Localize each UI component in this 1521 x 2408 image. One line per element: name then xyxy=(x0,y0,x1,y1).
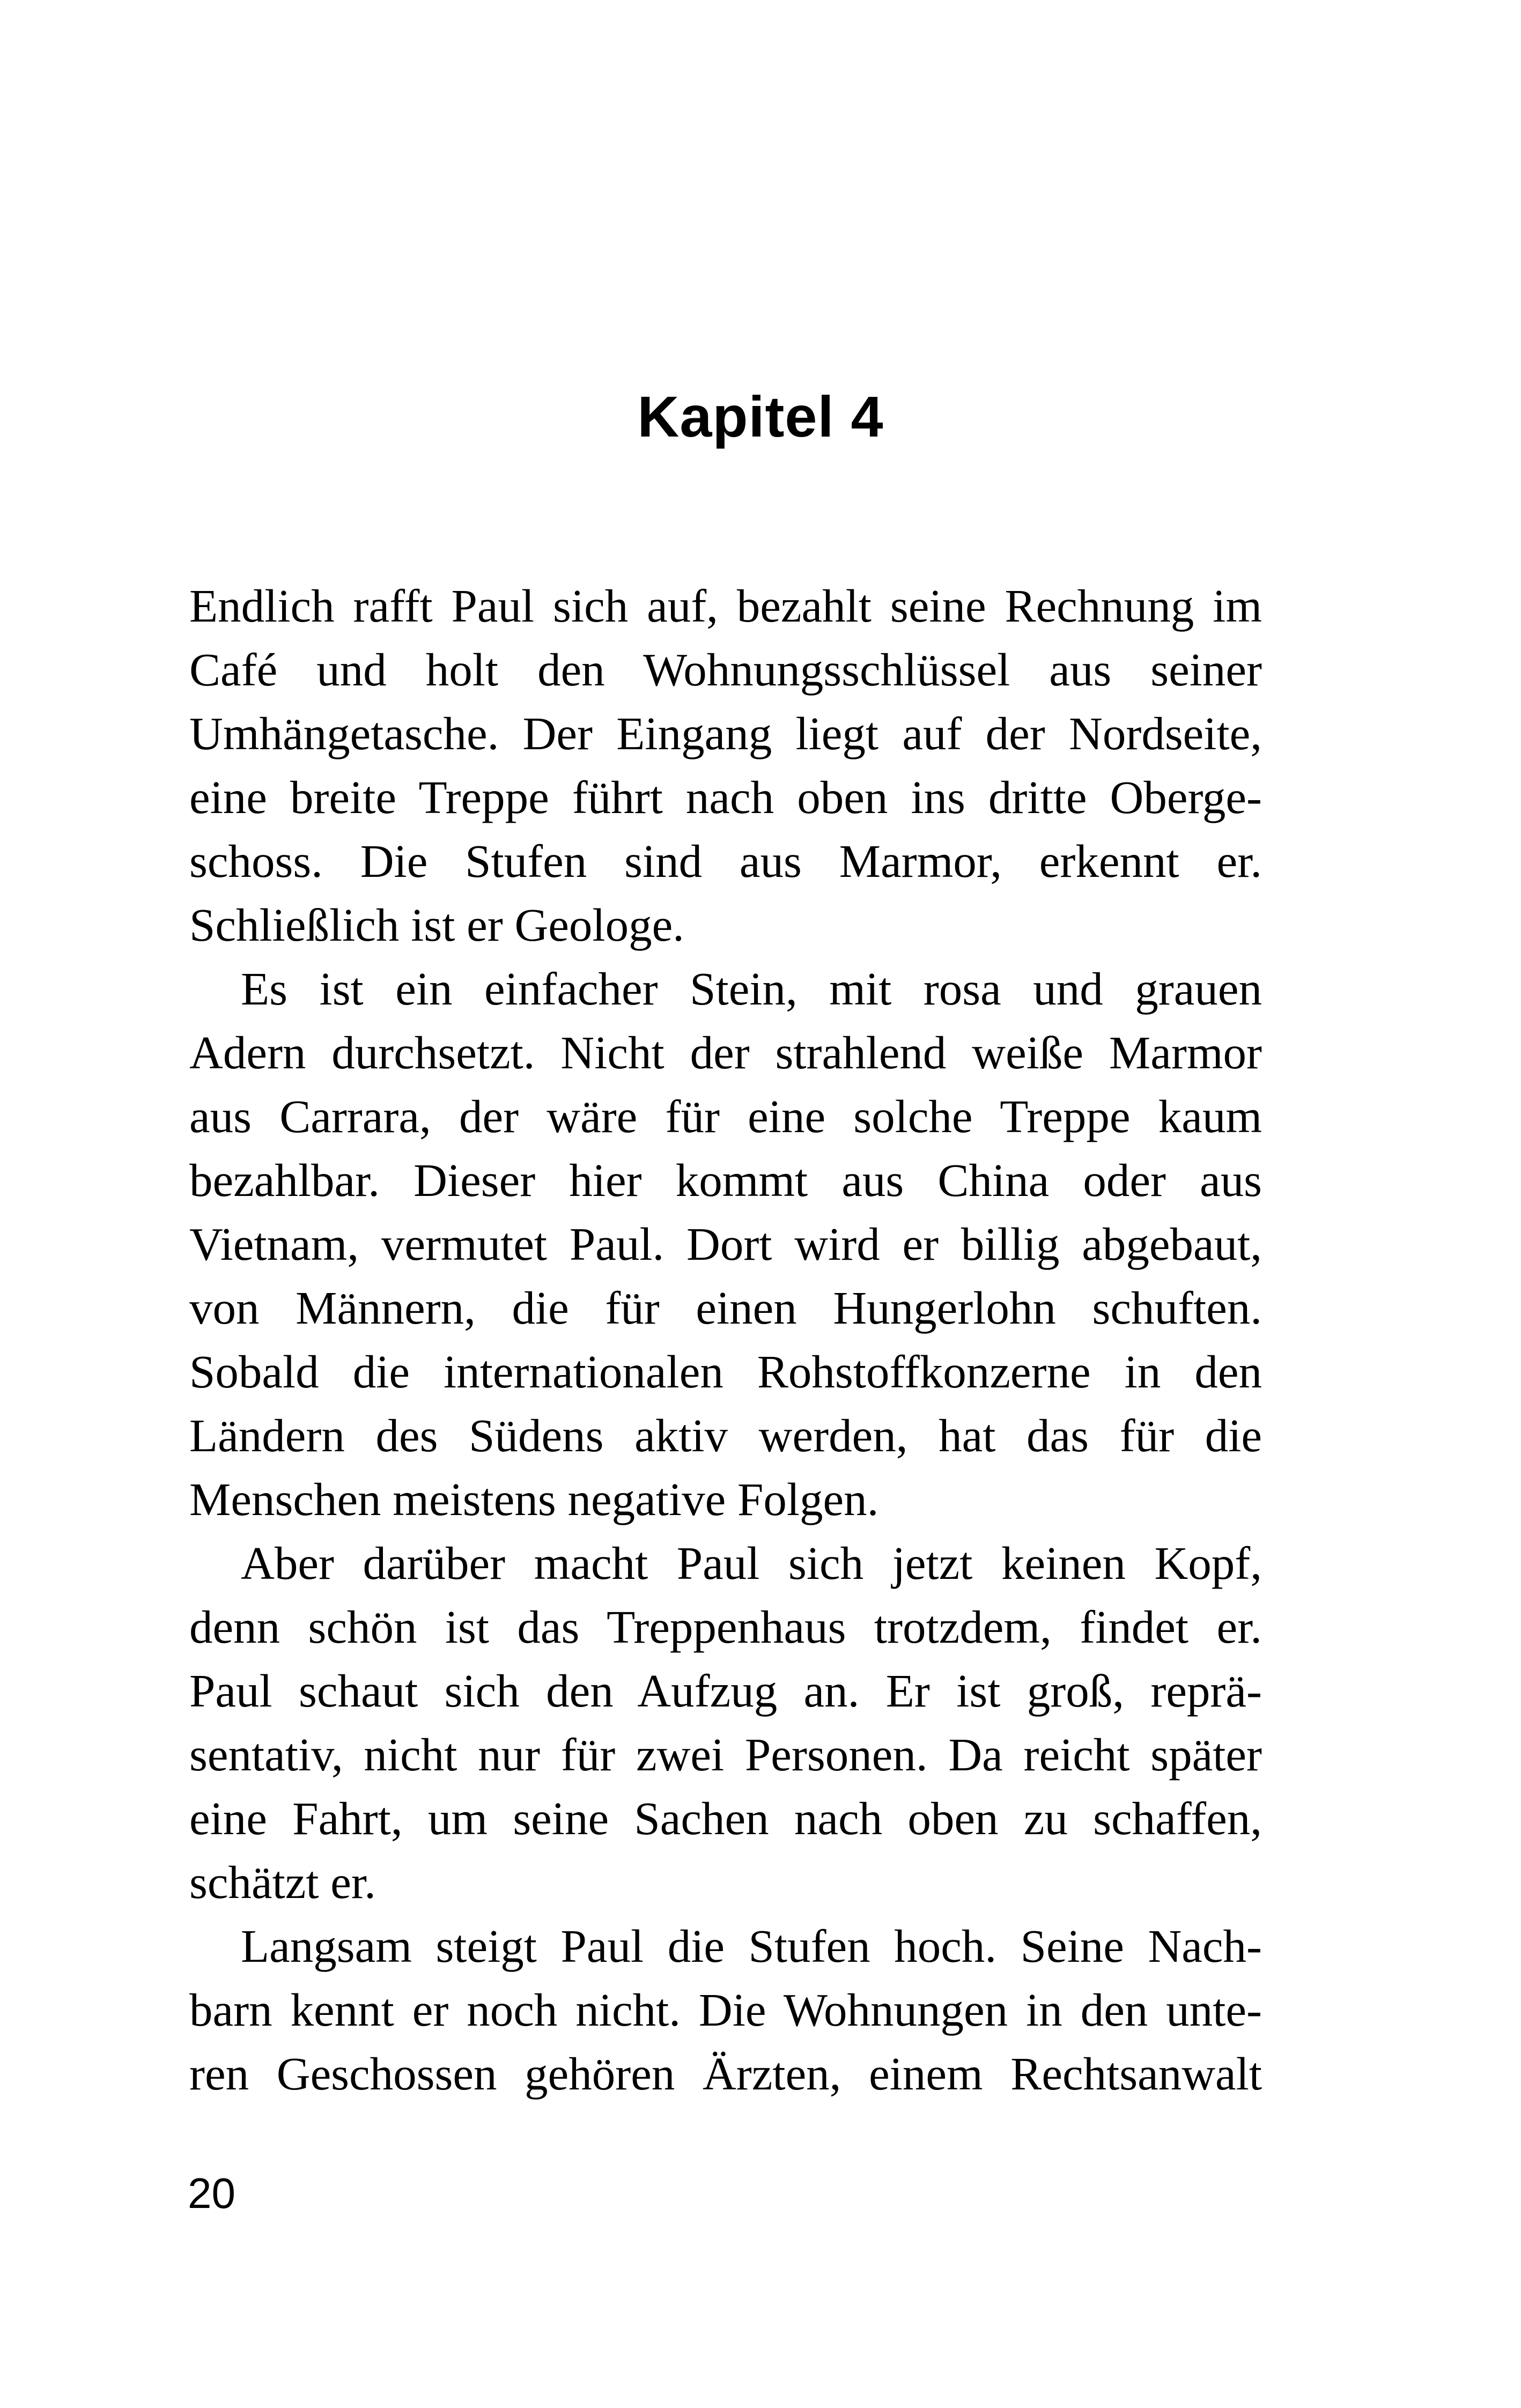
text-line: denn schön ist das Treppenhaus trotzdem, findet er. xyxy=(189,1601,1262,1653)
text-line: barn kennt er noch nicht. Die Wohnungen in den unte- xyxy=(189,1984,1262,2036)
text-line: Café und holt den Wohnungsschlüssel aus seiner xyxy=(189,644,1262,696)
text-line: Umhängetasche. Der Eingang liegt auf der Nordseite, xyxy=(189,707,1262,759)
text-line: Ländern des Südens aktiv werden, hat das für die xyxy=(189,1409,1262,1461)
text-line: Menschen meistens negative Folgen. xyxy=(189,1473,879,1525)
body-text xyxy=(189,574,1262,2106)
text-line: von Männern, die für einen Hungerlohn schuften. xyxy=(189,1282,1262,1334)
chapter-title: Kapitel 4 xyxy=(637,384,884,449)
text-line: sentativ, nicht nur für zwei Personen. Da reicht später xyxy=(189,1729,1262,1781)
text-line: Endlich rafft Paul sich auf, bezahlt seine Rechnung im xyxy=(189,580,1262,632)
text-line: eine Fahrt, um seine Sachen nach oben zu schaffen, xyxy=(189,1792,1262,1844)
text-line: aus Carrara, der wäre für eine solche Treppe kaum xyxy=(189,1090,1262,1142)
text-line: schätzt er. xyxy=(189,1856,376,1908)
text-line: Aber darüber macht Paul sich jetzt keinen Kopf, xyxy=(241,1537,1262,1589)
text-line: Langsam steigt Paul die Stufen hoch. Seine Nach- xyxy=(241,1920,1262,1972)
text-line: Es ist ein einfacher Stein, mit rosa und grauen xyxy=(241,963,1262,1015)
page-number: 20 xyxy=(188,2169,235,2217)
text-line: Vietnam, vermutet Paul. Dort wird er billig abgebaut, xyxy=(189,1218,1262,1270)
text-line: eine breite Treppe führt nach oben ins dritte Oberge- xyxy=(189,771,1262,823)
text-line: Schließlich ist er Geologe. xyxy=(189,899,684,951)
text-line: bezahlbar. Dieser hier kommt aus China oder aus xyxy=(189,1154,1262,1206)
text-line: ren Geschossen gehören Ärzten, einem Rechtsanwalt xyxy=(189,2048,1262,2100)
text-line: Paul schaut sich den Aufzug an. Er ist groß, reprä- xyxy=(189,1665,1262,1717)
text-line: Adern durchsetzt. Nicht der strahlend weiße Marmor xyxy=(189,1026,1262,1079)
text-line: Sobald die internationalen Rohstoffkonzerne in den xyxy=(189,1346,1262,1398)
text-line: schoss. Die Stufen sind aus Marmor, erkennt er. xyxy=(189,835,1262,887)
